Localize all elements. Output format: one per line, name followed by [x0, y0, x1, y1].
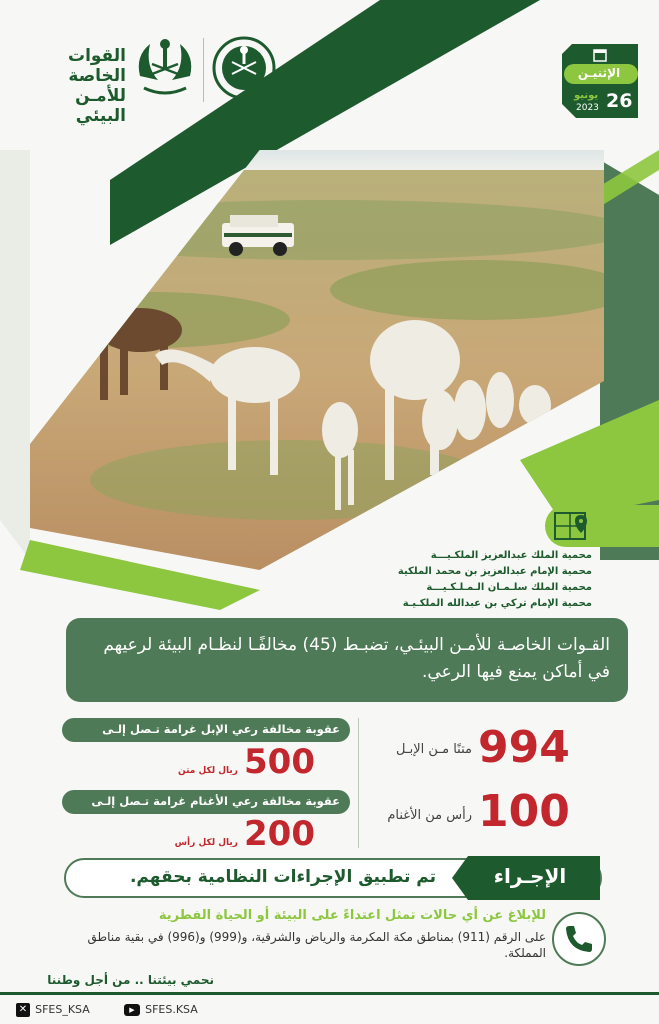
fine-camels — [62, 718, 350, 788]
youtube-handle-link[interactable] — [124, 999, 198, 1015]
action-label: الإجـراء — [493, 864, 567, 888]
logo-divider — [203, 38, 204, 102]
fine-sheep — [62, 790, 350, 860]
emblem-ministry-icon — [212, 36, 276, 100]
headline-text: القـوات الخاصـة للأمـن البيئـي، تضبـط (45) مخالفًـا لنظـام البيئة لرعيهم في أماكن يمنع فيها الرعي. — [103, 635, 610, 682]
fine-amount: 500 — [244, 742, 315, 782]
org-name-line1: القوات الخاصة — [67, 46, 126, 86]
date-badge — [562, 44, 638, 118]
footer-divider — [0, 992, 659, 995]
action-text: تم تطبيق الإجراءات النظامية بحقهم. — [129, 867, 436, 887]
report-body: على الرقم (911) بمناطق مكة المكرمة والرياض والشرقية، و(999) و(996) في بقية مناطق المملكة. — [87, 930, 546, 960]
headline-box — [66, 618, 628, 702]
x-icon: ✕ — [16, 1003, 30, 1017]
stat-camels — [366, 722, 596, 776]
stat-value: 100 — [478, 786, 570, 837]
reserve-item: محمية الملك سلـمـان الـمـلـكـيـــة — [426, 582, 592, 593]
org-name — [20, 46, 126, 126]
fine-title: عقوبة مخالفة رعي الإبل غرامة تـصل إلـى — [62, 718, 350, 742]
year: 2023 — [576, 103, 599, 113]
header-logos — [20, 30, 280, 126]
day-number: 26 — [606, 90, 633, 112]
x-handle: SFES_KSA — [35, 1003, 90, 1016]
stat-sheep — [366, 786, 596, 840]
footer-slogan: نحمي بيئتنا .. من أجل وطننا — [47, 973, 214, 987]
month-name: يونيو — [574, 90, 599, 101]
reserve-item: محمية الملك عبدالعزيز الملكـيـــة — [430, 550, 592, 561]
fine-amount: 200 — [244, 814, 315, 854]
calendar-icon — [593, 48, 607, 62]
fine-unit: ريال لكل متن — [177, 766, 238, 776]
youtube-icon: ▶ — [124, 1004, 140, 1016]
emblem-sfes-icon — [130, 36, 200, 100]
reserves-list — [360, 548, 592, 612]
phone-icon — [563, 923, 595, 955]
day-name: الإثنيـن — [577, 66, 621, 80]
map-location-icon — [553, 509, 591, 543]
fine-title: عقوبة مخالفة رعي الأغنام غرامة تـصل إلـى — [62, 790, 350, 814]
stat-label: رأس من الأغنام — [387, 808, 472, 823]
reserve-item: محمية الإمام تركي بن عبدالله الملكـيـة — [402, 598, 592, 609]
stat-label: متنًا مـن الإبـل — [395, 742, 472, 757]
stat-value: 994 — [478, 722, 570, 773]
x-handle-link[interactable] — [16, 999, 90, 1015]
org-name-line2: للأمـن البيئي — [75, 86, 126, 126]
youtube-handle: SFES.KSA — [145, 1003, 198, 1016]
stats-divider — [358, 718, 359, 848]
fine-unit: ريال لكل رأس — [174, 838, 238, 848]
reserve-item: محمية الإمام عبدالعزيز بن محمد الملكية — [397, 566, 592, 577]
report-title: للإبلاغ عن أي حالات تمثل اعتداءً على البيئة أو الحياة الفطرية — [158, 908, 546, 923]
